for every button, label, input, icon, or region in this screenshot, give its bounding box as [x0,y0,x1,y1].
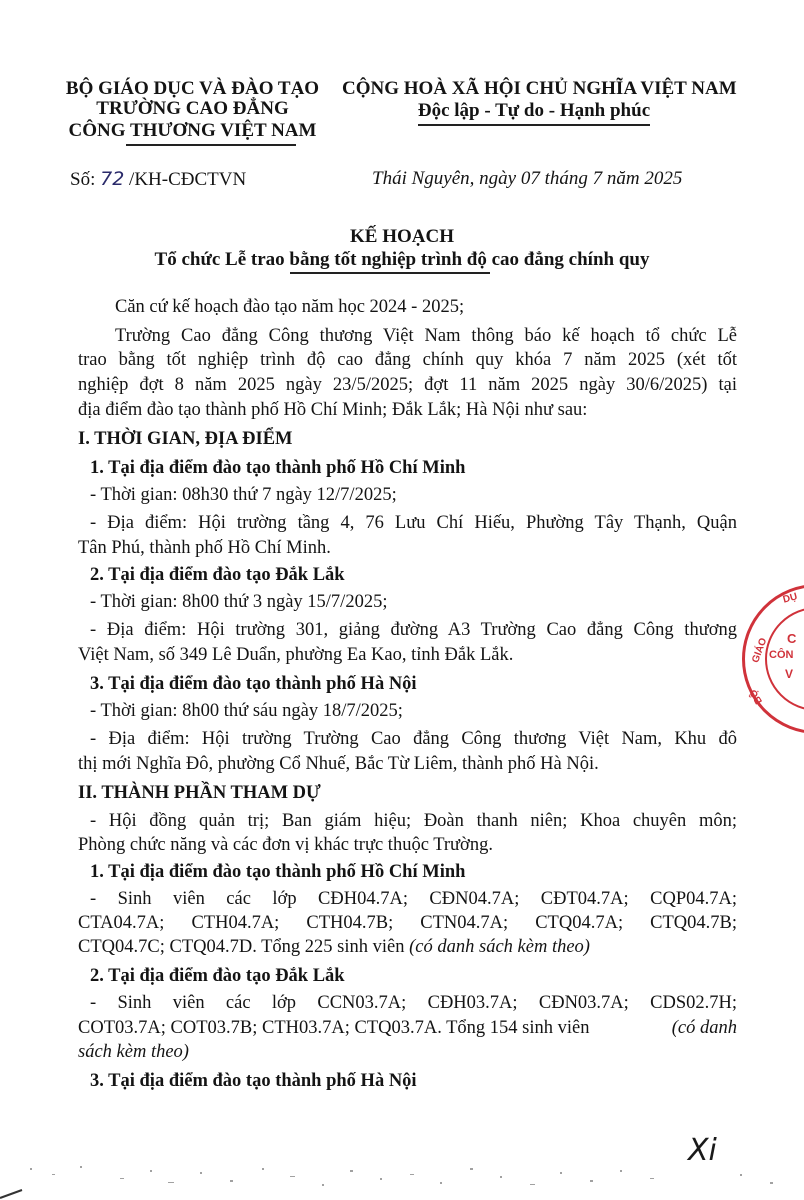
intro-para-line2: trao bằng tốt nghiệp trình độ cao đẳng chính quy khóa 7 năm 2025 (xét tốt [78,350,737,370]
seal-text-giao: GIÁO [750,636,770,665]
subtitle-underline [290,272,490,274]
s1-hanoi-place-line2: thị mới Nghĩa Đô, phường Cổ Nhuế, Bắc Từ Liêm, thành phố Hà Nội. [78,754,599,774]
school-name-line1: TRƯỜNG CAO ĐẲNG [96,98,289,119]
s1-hcm-place-line2: Tân Phú, thành phố Hồ Chí Minh. [78,538,331,558]
country-name: CỘNG HOÀ XÃ HỘI CHỦ NGHĨA VIỆT NAM [342,78,737,99]
intro-para-line4: địa điểm đào tạo thành phố Hồ Chí Minh; Đắk Lắk; Hà Nội như sau: [78,400,588,420]
school-name-line2: CÔNG THƯƠNG VIỆT NAM [68,120,317,141]
s2-hcm-line2: CTA04.7A; CTH04.7A; CTH04.7B; CTN04.7A; CTQ04.7A; CTQ04.7B; [78,913,737,933]
basis-line: Căn cứ kế hoạch đào tạo năm học 2024 - 2025; [115,297,465,317]
motto-underline [418,124,650,126]
section1-heading: I. THỜI GIAN, ĐỊA ĐIỂM [78,429,293,449]
s1-hcm-time: - Thời gian: 08h30 thứ 7 ngày 12/7/2025; [90,485,397,505]
s1-daklak-heading: 2. Tại địa điểm đào tạo Đắk Lắk [90,565,345,585]
s2-daklak-heading: 2. Tại địa điểm đào tạo Đắk Lắk [90,966,345,986]
s2-hcm-line3-note: (có danh sách kèm theo) [409,937,590,957]
intro-para-line1: Trường Cao đẳng Công thương Việt Nam thông báo kế hoạch tổ chức Lễ [115,326,737,346]
seal-text-du: DỤ [781,591,799,606]
scan-noise [0,1160,804,1200]
number-suffix: /KH-CĐCTVN [129,169,247,190]
s1-hcm-heading: 1. Tại địa điểm đào tạo thành phố Hồ Chí Minh [90,458,466,478]
initials-signature: Xi [688,1133,717,1168]
seal-text-v: V [785,667,794,681]
s1-hanoi-heading: 3. Tại địa điểm đào tạo thành phố Hà Nội [90,674,417,694]
section2-heading: II. THÀNH PHẦN THAM DỰ [78,783,321,803]
place-and-date: Thái Nguyên, ngày 07 tháng 7 năm 2025 [372,168,683,189]
s2-daklak-line1: - Sinh viên các lớp CCN03.7A; CĐH03.7A; CĐN03.7A; CDS02.7H; [90,993,737,1013]
s1-daklak-place-line1: - Địa điểm: Hội trường 301, giảng đường A3 Trường Cao đẳng Công thương [90,620,737,640]
s2-general-line2: Phòng chức năng và các đơn vị khác trực thuộc Trường. [78,835,493,855]
intro-para-line3: nghiệp đợt 8 năm 2025 ngày 23/5/2025; đợt 11 năm 2025 ngày 30/6/2025) tại [78,375,737,395]
seal-text-c: C [787,631,797,646]
official-seal [742,584,804,734]
national-motto: Độc lập - Tự do - Hạnh phúc [417,100,651,121]
s2-general-line1: - Hội đồng quản trị; Ban giám hiệu; Đoàn thanh niên; Khoa chuyên môn; [90,811,737,831]
s1-hcm-place-line1: - Địa điểm: Hội trường tầng 4, 76 Lưu Chí Hiếu, Phường Tây Thạnh, Quận [90,513,737,533]
s1-hanoi-place-line1: - Địa điểm: Hội trường Trường Cao đẳng Công thương Việt Nam, Khu đô [90,729,737,749]
s1-daklak-time: - Thời gian: 8h00 thứ 3 ngày 15/7/2025; [90,592,388,612]
document-subtitle: Tổ chức Lễ trao bằng tốt nghiệp trình độ cao đẳng chính quy [154,249,650,270]
s2-hcm-line3 [78,936,590,958]
seal-text-con: CÔN [769,649,794,661]
number-prefix: Số: [70,169,96,190]
s2-hcm-line1: - Sinh viên các lớp CĐH04.7A; CĐN04.7A; CĐT04.7A; CQP04.7A; [90,889,737,909]
ministry-name: BỘ GIÁO DỤC VÀ ĐÀO TẠO [65,78,320,99]
s1-daklak-place-line2: Việt Nam, số 349 Lê Duẩn, phường Ea Kao, tỉnh Đắk Lắk. [78,645,514,665]
s2-hcm-line3-text: CTQ04.7C; CTQ04.7D. Tổng 225 sinh viên [78,937,405,957]
s2-daklak-line2-text: COT03.7A; COT03.7B; CTH03.7A; CTQ03.7A. Tổng 154 sinh viên [78,1018,590,1038]
s1-hanoi-time: - Thời gian: 8h00 thứ sáu ngày 18/7/2025; [90,701,403,721]
s2-daklak-line2-note: (có danh [671,1018,737,1038]
number-handwritten: 72 [100,168,125,190]
left-header-underline [126,144,296,146]
s2-hcm-heading: 1. Tại địa điểm đào tạo thành phố Hồ Chí Minh [90,862,466,882]
document-number [70,168,246,191]
s2-daklak-line2 [78,1017,737,1039]
seal-text-bo: BỘ [747,687,766,706]
s2-hanoi-heading: 3. Tại địa điểm đào tạo thành phố Hà Nội [90,1071,417,1091]
document-title: KẾ HOẠCH [350,226,454,247]
s2-daklak-line3-note: sách kèm theo) [78,1042,189,1062]
